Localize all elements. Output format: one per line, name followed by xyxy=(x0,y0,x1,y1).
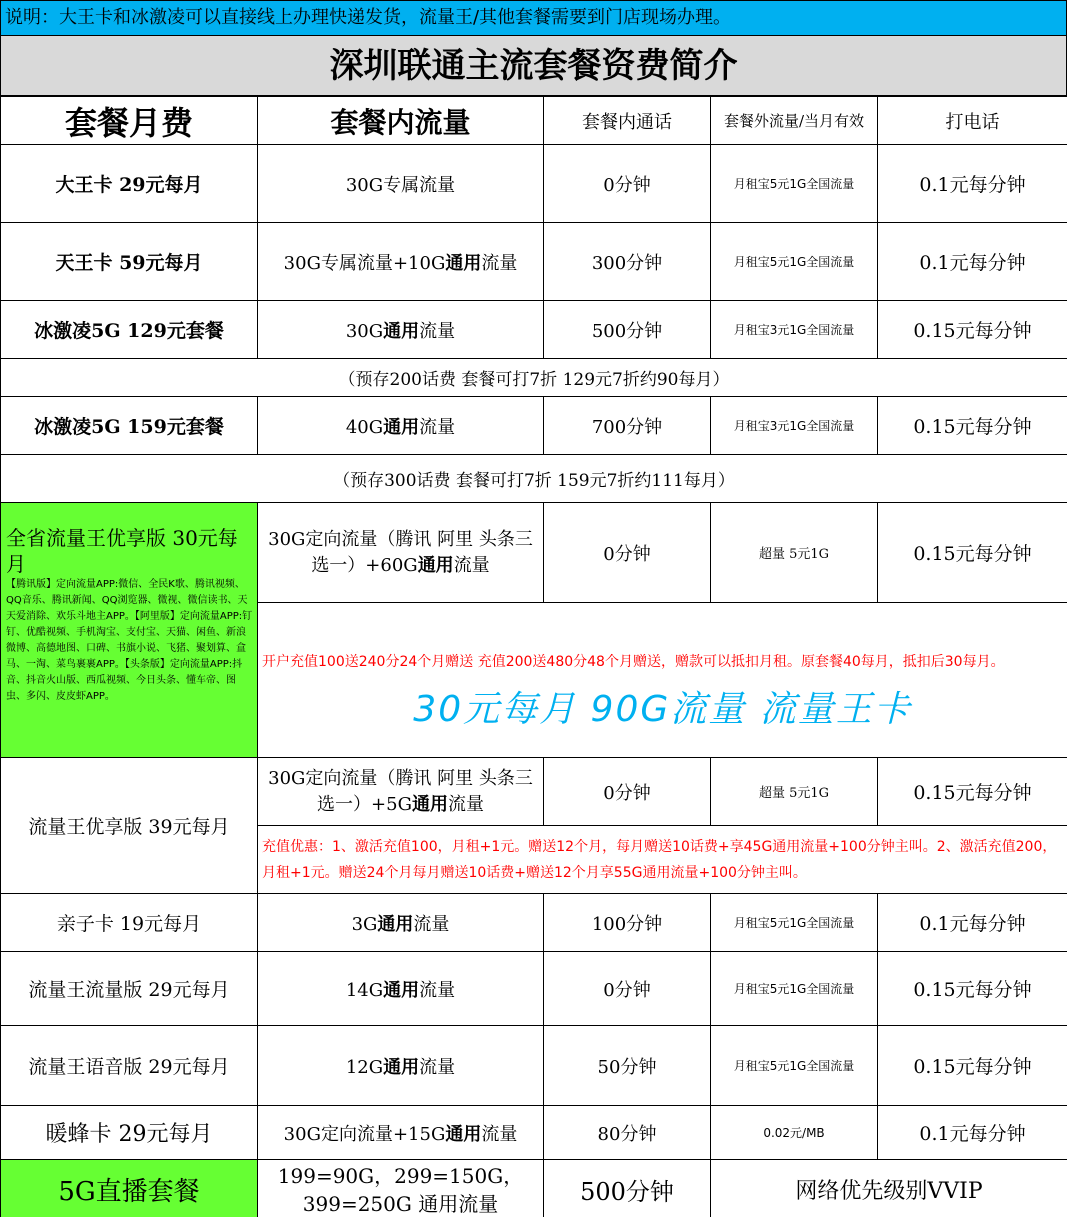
table-row xyxy=(1,397,1067,455)
header-calls: 套餐内通话 xyxy=(544,97,711,145)
plan-calls: 80分钟 xyxy=(544,1106,711,1160)
plan-data xyxy=(258,1160,544,1217)
plan-name: 全省流量王优享版 30元每月 xyxy=(6,526,238,576)
header-rate: 打电话 xyxy=(878,97,1067,145)
plan-calls: 50分钟 xyxy=(544,1026,711,1106)
table-row xyxy=(1,758,1067,826)
promo-text: 充值优惠：1、激活充值100，月租+1元。赠送12个月，每月赠送10话费+享45G通用流量+100分钟主叫。2、激活充值200，月租+1元。赠送24个月每月赠送10话费+赠送12个月享55G通用流量+100分钟主叫。 xyxy=(258,826,1067,894)
data-part: 30G定向流量（腾讯 阿里 头条三选一）+5G xyxy=(268,767,533,815)
plan-extra: 超量 5元1G xyxy=(711,503,878,603)
header-data: 套餐内流量 xyxy=(258,97,544,145)
notice-bar: 说明：大王卡和冰激凌可以直接线上办理快递发货，流量王/其他套餐需要到门店现场办理。 xyxy=(0,0,1067,36)
plan-data xyxy=(258,301,544,359)
table-row xyxy=(1,1160,1067,1217)
plan-extra: 月租宝5元1G全国流量 xyxy=(711,894,878,952)
data-part: 12G xyxy=(345,1056,384,1078)
data-part: 30G专属流量+10G xyxy=(283,252,446,274)
plan-name: 冰激凌5G 129元套餐 xyxy=(1,301,258,359)
plan-calls: 300分钟 xyxy=(544,223,711,301)
plan-name: 大王卡 29元每月 xyxy=(1,145,258,223)
plan-data xyxy=(258,952,544,1026)
plan-data xyxy=(258,503,544,603)
data-general: 通用 xyxy=(383,320,420,342)
plan-rate: 0.1元每分钟 xyxy=(878,894,1067,952)
data-general: 通用 xyxy=(383,1056,420,1078)
plan-extra: 月租宝5元1G全国流量 xyxy=(711,145,878,223)
plan-rate: 0.15元每分钟 xyxy=(878,952,1067,1026)
plan-rate: 0.15元每分钟 xyxy=(878,758,1067,826)
table-row xyxy=(1,952,1067,1026)
data-unit: 流量 xyxy=(419,979,456,1001)
data-unit: 流量 xyxy=(481,252,518,274)
plan-rate: 0.1元每分钟 xyxy=(878,223,1067,301)
plan-rate: 0.1元每分钟 xyxy=(878,1106,1067,1160)
data-general: 通用 xyxy=(445,1123,482,1145)
app-list: 【腾讯版】定向流量APP:微信、全民K歌、腾讯视频、QQ音乐、腾讯新闻、QQ浏览器、微视、微信读书、天天爱消除、欢乐斗地主APP。【阿里版】定向流量APP:钉钉、优酷视频、手机淘宝、支付宝、天猫、闲鱼、新浪微博、高德地图、口碑、书旗小说、飞猪、聚划算、盒马、一淘、菜鸟裹裹APP。【头条版】定向流量APP:抖音、抖音火山版、西瓜视频、今日头条、懂车帝、图虫、多闪、皮皮虾APP。 xyxy=(6,579,253,702)
note-row xyxy=(1,359,1067,397)
data-unit: 流量 xyxy=(419,320,456,342)
plan-name: 天王卡 59元每月 xyxy=(1,223,258,301)
data-general: 通用 xyxy=(411,793,448,815)
plan-calls: 0分钟 xyxy=(544,758,711,826)
live-data-line1: 199=90G，299=150G， xyxy=(277,1163,524,1188)
data-general: 通用 xyxy=(445,252,482,274)
plan-extra: 月租宝3元1G全国流量 xyxy=(711,301,878,359)
header-row xyxy=(1,97,1067,145)
discount-note: （预存300话费 套餐可打7折 159元7折约111每月） xyxy=(1,455,1067,503)
plan-calls: 0分钟 xyxy=(544,145,711,223)
data-general: 通用 xyxy=(383,979,420,1001)
data-unit: 流量 xyxy=(413,913,450,935)
plan-name: 暖蜂卡 29元每月 xyxy=(1,1106,258,1160)
data-part: 3G xyxy=(351,913,378,935)
page-title: 深圳联通主流套餐资费简介 xyxy=(0,36,1067,96)
data-general: 通用 xyxy=(383,416,420,438)
promo-headline: 30元每月 90G流量 流量王卡 xyxy=(413,689,912,730)
header-extra: 套餐外流量/当月有效 xyxy=(711,97,878,145)
plan-calls: 700分钟 xyxy=(544,397,711,455)
plan-data xyxy=(258,1026,544,1106)
data-part: 30G xyxy=(345,320,384,342)
header-fee: 套餐月费 xyxy=(1,97,258,145)
data-part: 30G定向流量+15G xyxy=(283,1123,446,1145)
plan-data xyxy=(258,894,544,952)
plan-extra: 月租宝3元1G全国流量 xyxy=(711,397,878,455)
table-row xyxy=(1,145,1067,223)
plan-extra: 月租宝5元1G全国流量 xyxy=(711,1026,878,1106)
data-part: 14G xyxy=(345,979,384,1001)
discount-note: （预存200话费 套餐可打7折 129元7折约90每月） xyxy=(1,359,1067,397)
data-unit: 流量 xyxy=(419,416,456,438)
province-king-cell xyxy=(1,503,258,758)
data-general: 通用 xyxy=(417,554,454,576)
plan-name: 5G直播套餐 xyxy=(1,1160,258,1217)
plan-calls: 0分钟 xyxy=(544,503,711,603)
plan-extra: 超量 5元1G xyxy=(711,758,878,826)
plan-name: 冰激凌5G 159元套餐 xyxy=(1,397,258,455)
plan-rate: 0.1元每分钟 xyxy=(878,145,1067,223)
plan-rate: 0.15元每分钟 xyxy=(878,301,1067,359)
data-unit: 流量 xyxy=(481,1123,518,1145)
plan-rate: 0.15元每分钟 xyxy=(878,503,1067,603)
plan-rate: 0.15元每分钟 xyxy=(878,397,1067,455)
plan-data xyxy=(258,223,544,301)
plan-calls: 0分钟 xyxy=(544,952,711,1026)
table-row xyxy=(1,301,1067,359)
plan-rate: 0.15元每分钟 xyxy=(878,1026,1067,1106)
plan-data xyxy=(258,397,544,455)
plan-calls: 500分钟 xyxy=(544,301,711,359)
plan-data xyxy=(258,1106,544,1160)
data-part: 40G xyxy=(345,416,384,438)
table-row xyxy=(1,894,1067,952)
table-row xyxy=(1,1026,1067,1106)
plan-name: 流量王优享版 39元每月 xyxy=(1,758,258,894)
plan-vip: 网络优先级别VVIP xyxy=(711,1160,1067,1217)
data-unit: 流量 xyxy=(419,1056,456,1078)
plan-extra: 月租宝5元1G全国流量 xyxy=(711,952,878,1026)
plan-name: 亲子卡 19元每月 xyxy=(1,894,258,952)
plan-extra: 0.02元/MB xyxy=(711,1106,878,1160)
plan-name: 流量王语音版 29元每月 xyxy=(1,1026,258,1106)
data-part: 30G定向流量（腾讯 阿里 头条三选一）+60G xyxy=(268,528,533,576)
live-data-line2: 399=250G 通用流量 xyxy=(302,1191,499,1216)
table-row xyxy=(1,1106,1067,1160)
plan-data xyxy=(258,758,544,826)
plan-calls: 500分钟 xyxy=(544,1160,711,1217)
plan-name: 流量王流量版 29元每月 xyxy=(1,952,258,1026)
data-unit: 流量 xyxy=(447,793,484,815)
table-row xyxy=(1,503,1067,603)
plan-calls: 100分钟 xyxy=(544,894,711,952)
plan-table xyxy=(0,96,1067,1217)
plan-data: 30G专属流量 xyxy=(258,145,544,223)
promo-text: 开户充值100送240分24个月赠送 充值200送480分48个月赠送，赠款可以抵扣月租。原套餐40每月，抵扣后30每月。 xyxy=(262,654,1005,670)
data-unit: 流量 xyxy=(453,554,490,576)
plan-extra: 月租宝5元1G全国流量 xyxy=(711,223,878,301)
table-row xyxy=(1,223,1067,301)
note-row xyxy=(1,455,1067,503)
data-general: 通用 xyxy=(377,913,414,935)
promo-cell xyxy=(258,603,1067,758)
